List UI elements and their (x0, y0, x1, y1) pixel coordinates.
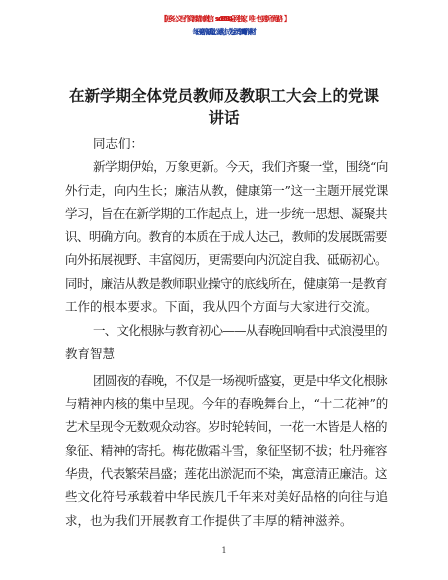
section-heading: 教育智慧 (65, 346, 116, 361)
body-line: 象征、精神的寄托。梅花傲霜斗雪，象征坚韧不拔；牡丹雍容 (65, 443, 387, 458)
salutation: 同志们： (93, 136, 144, 151)
body-line: 求，也为我们开展教育工作提供了丰厚的精神滋养。 (65, 513, 353, 528)
body-line: 艺术呈现令无数观众动容。岁时轮转间，一花一木皆是人格的 (65, 419, 387, 434)
section-heading: 一、文化根脉与教育初心——从春晚回响看中式浪漫里的 (93, 323, 387, 338)
body-line: 学习，旨在在新学期的工作起点上，进一步统一思想、凝聚共 (65, 206, 387, 221)
body-line: 识、明确方向。教育的本质在于成人达己，教师的发展既需要 (65, 229, 387, 244)
document-title-line-2: 讲话 (208, 109, 240, 127)
body-line: 外行走，向内生长；廉洁从教，健康第一”这一主题开展党课 (65, 183, 388, 198)
promo-banner-line-2: 每日更新高质量公文素材，成为会员享受 2000 写作素材！ (192, 28, 256, 36)
document-title-line-1: 在新学期全体党员教师及教职工大会上的党课 (68, 87, 379, 105)
promo-banner-line-1: 【更多公文写作资源请加微信：suo180914 全网独家，唯一包更新不跑路！】 (160, 15, 288, 23)
body-line: 向外拓展视野、丰富阅历，更需要向内沉淀自我、砥砺初心。 (65, 252, 387, 267)
body-line: 些文化符号承载着中华民族几千年来对美好品格的向往与追 (65, 489, 388, 504)
page-number: 1 (221, 546, 227, 555)
body-line: 团圆夜的春晚，不仅是一场视听盛宴，更是中华文化根脉 (93, 373, 387, 388)
body-line: 同时，廉洁从教是教师职业操守的底线所在，健康第一是教育 (65, 276, 387, 291)
body-line: 华贵，代表繁荣昌盛；莲花出淤泥而不染，寓意清正廉洁。这 (65, 466, 387, 481)
body-line: 与精神内核的集中呈现。今年的春晚舞台上，“十二花神”的 (65, 396, 388, 411)
body-line: 工作的根本要求。下面，我从四个方面与大家进行交流。 (65, 299, 378, 314)
body-line: 新学期伊始，万象更新。今天，我们齐聚一堂，围绕“向 (93, 159, 388, 174)
